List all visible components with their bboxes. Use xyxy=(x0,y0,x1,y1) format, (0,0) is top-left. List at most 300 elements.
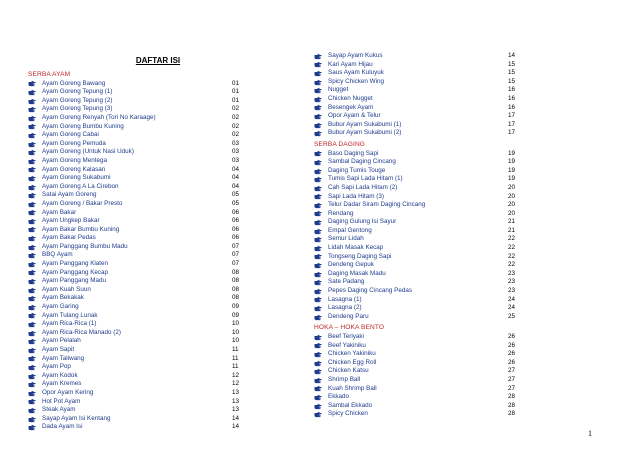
toc-entry-label: Ayam Goreng Bumbu Kuning xyxy=(42,122,124,130)
pointing-hand-icon xyxy=(28,338,36,345)
toc-entry-page: 08 xyxy=(232,294,240,302)
toc-entry-page: 19 xyxy=(508,149,516,157)
pointing-hand-icon xyxy=(314,159,322,166)
toc-entry-label: Chicken Egg Roll xyxy=(328,358,377,366)
toc-entry xyxy=(28,398,268,407)
toc-entry xyxy=(28,88,268,97)
toc-entry-label: Daging Gulung Isi Sayur xyxy=(328,218,397,226)
toc-entry-page: 16 xyxy=(508,94,516,102)
toc-entry-page: 25 xyxy=(508,312,516,320)
toc-entry-label: Rendang xyxy=(328,209,354,217)
pointing-hand-icon xyxy=(28,226,36,233)
pointing-hand-icon xyxy=(28,364,36,371)
toc-entry-label: Ayam Panggang Kecap xyxy=(42,268,109,276)
pointing-hand-icon xyxy=(314,368,322,375)
toc-entry xyxy=(314,175,524,184)
toc-entry xyxy=(28,380,268,389)
toc-entry-label: Satai Ayam Goreng xyxy=(42,191,97,199)
toc-entry xyxy=(28,260,268,269)
toc-entry-page: 01 xyxy=(232,79,240,87)
toc-entry xyxy=(314,78,524,87)
toc-entry xyxy=(28,140,268,149)
toc-entry-label: Ayam Goreng / Bakar Presto xyxy=(42,199,123,207)
toc-entry-label: Steak Ayam xyxy=(42,406,76,414)
toc-entry-label: Ekkado xyxy=(328,393,350,401)
toc-entry xyxy=(314,333,524,342)
pointing-hand-icon xyxy=(28,192,36,199)
pointing-hand-icon xyxy=(314,228,322,235)
toc-entry-label: Ayam Rica-Rica (1) xyxy=(42,320,97,328)
toc-entry-page: 19 xyxy=(508,158,516,166)
toc-entry xyxy=(314,350,524,359)
toc-entry xyxy=(314,359,524,368)
toc-entry-label: Ayam Pop xyxy=(42,363,71,371)
toc-entry-label: Saus Ayam Kuluyuk xyxy=(328,69,384,77)
pointing-hand-icon xyxy=(314,385,322,392)
toc-entry-label: Sayap Ayam Kukus xyxy=(328,52,383,59)
pointing-hand-icon xyxy=(314,314,322,321)
toc-entry-page: 23 xyxy=(508,287,516,295)
toc-entry-page: 10 xyxy=(232,328,240,336)
toc-entry xyxy=(28,389,268,398)
pointing-hand-icon xyxy=(314,96,322,103)
toc-entry-page: 15 xyxy=(508,77,516,85)
toc-entry xyxy=(314,287,524,296)
pointing-hand-icon xyxy=(314,394,322,401)
pointing-hand-icon xyxy=(28,123,36,130)
pointing-hand-icon xyxy=(28,149,36,156)
toc-entry-label: Dada Ayam Isi xyxy=(42,423,83,431)
toc-entry-label: Pepes Daging Cincang Pedas xyxy=(328,287,413,295)
toc-entry-page: 02 xyxy=(232,122,240,130)
toc-entry xyxy=(28,166,268,175)
toc-entry-page: 09 xyxy=(232,311,240,319)
toc-entry-page: 20 xyxy=(508,201,516,209)
toc-entry-label: Baso Daging Sapi xyxy=(328,149,379,157)
toc-entry xyxy=(28,269,268,278)
toc-entry-page: 26 xyxy=(508,341,516,349)
toc-entry xyxy=(314,112,524,121)
toc-entry xyxy=(314,227,524,236)
pointing-hand-icon xyxy=(314,377,322,384)
pointing-hand-icon xyxy=(314,210,322,217)
toc-entry-page: 05 xyxy=(232,191,240,199)
toc-entry xyxy=(28,277,268,286)
toc-entry xyxy=(314,385,524,394)
toc-entry-page: 13 xyxy=(232,406,240,414)
pointing-hand-icon xyxy=(28,312,36,319)
pointing-hand-icon xyxy=(314,70,322,77)
toc-entry-page: 10 xyxy=(232,320,240,328)
toc-entry xyxy=(28,114,268,123)
toc-entry xyxy=(314,342,524,351)
toc-entry-label: Ayam Panggang Klaten xyxy=(42,260,109,268)
toc-entry-page: 11 xyxy=(232,346,239,353)
pointing-hand-icon xyxy=(28,235,36,242)
toc-entry-page: 08 xyxy=(232,277,240,285)
pointing-hand-icon xyxy=(28,80,36,87)
toc-entry-label: Ayam Goreng Sukabumi xyxy=(42,174,111,182)
toc-entry xyxy=(28,131,268,140)
toc-entry-page: 07 xyxy=(232,251,240,259)
toc-entry xyxy=(314,104,524,113)
toc-entry xyxy=(28,355,268,364)
pointing-hand-icon xyxy=(314,176,322,183)
pointing-hand-icon xyxy=(28,106,36,113)
pointing-hand-icon xyxy=(314,168,322,175)
pointing-hand-icon xyxy=(314,130,322,137)
toc-entry-label: Ayam Goreng Bawang xyxy=(42,79,106,87)
toc-entry-label: Ayam Goreng Tepung (1) xyxy=(42,88,113,96)
toc-entry-label: Beef Yakiniku xyxy=(328,341,366,349)
toc-entry-page: 14 xyxy=(508,52,516,59)
toc-entry-label: Kuah Shrimp Ball xyxy=(328,384,377,392)
toc-entry-label: Opor Ayam Kering xyxy=(42,388,94,396)
toc-entry-page: 17 xyxy=(508,120,516,128)
pointing-hand-icon xyxy=(314,288,322,295)
pointing-hand-icon xyxy=(28,407,36,414)
toc-entry-label: Dendeng Gepuk xyxy=(328,261,374,269)
toc-entry xyxy=(314,167,524,176)
pointing-hand-icon xyxy=(28,252,36,259)
toc-entry xyxy=(314,253,524,262)
pointing-hand-icon xyxy=(314,79,322,86)
pointing-hand-icon xyxy=(28,158,36,165)
toc-entry-page: 23 xyxy=(508,278,516,286)
toc-entry-page: 16 xyxy=(508,103,516,111)
pointing-hand-icon xyxy=(28,304,36,311)
toc-entry-page: 05 xyxy=(232,199,240,207)
toc-entry xyxy=(314,313,524,322)
toc-entry-label: Chicken Katsu xyxy=(328,367,369,375)
toc-entry-page: 27 xyxy=(508,375,516,383)
toc-entry-page: 17 xyxy=(508,112,516,120)
pointing-hand-icon xyxy=(28,115,36,122)
toc-entry xyxy=(314,52,524,61)
toc-entry-label: Ayam Garing xyxy=(42,303,79,311)
toc-entry-label: Sayap Ayam Isi Kentang xyxy=(42,414,111,422)
toc-entry-label: Tumis Sapi Lada Hitam (1) xyxy=(328,175,403,183)
toc-entry-label: Ayam Goreng A La Cirebon xyxy=(42,182,119,190)
pointing-hand-icon xyxy=(314,53,322,60)
toc-entry-label: Ayam Rica-Rica Manado (2) xyxy=(42,328,121,336)
toc-entry-label: Chicken Yakiniku xyxy=(328,350,376,358)
toc-entry-page: 20 xyxy=(508,209,516,217)
toc-entry-page: 12 xyxy=(232,371,240,379)
toc-entry xyxy=(314,69,524,78)
toc-entry-page: 04 xyxy=(232,182,240,190)
pointing-hand-icon xyxy=(314,113,322,120)
toc-entry-page: 03 xyxy=(232,139,240,147)
toc-entry-page: 07 xyxy=(232,242,240,250)
pointing-hand-icon xyxy=(28,269,36,276)
toc-entry-page: 07 xyxy=(232,260,240,268)
toc-column-left xyxy=(28,71,268,432)
toc-entry-page: 02 xyxy=(232,131,240,139)
toc-entry-label: Tongseng Daging Sapi xyxy=(328,252,392,260)
pointing-hand-icon xyxy=(28,89,36,96)
pointing-hand-icon xyxy=(314,342,322,349)
toc-entry xyxy=(28,97,268,106)
toc-entry-label: Ayam Bekakak xyxy=(42,294,84,302)
toc-entry xyxy=(28,148,268,157)
toc-entry xyxy=(314,367,524,376)
toc-entry-label: Ayam Goreng (Untuk Nasi Uduk) xyxy=(42,148,134,156)
pointing-hand-icon xyxy=(314,334,322,341)
toc-entry-page: 26 xyxy=(508,333,516,340)
toc-entry xyxy=(28,80,268,89)
toc-entry-page: 23 xyxy=(508,269,516,277)
toc-entry-label: Shrimp Ball xyxy=(328,375,361,383)
toc-entry-page: 22 xyxy=(508,235,516,243)
pointing-hand-icon xyxy=(314,403,322,410)
toc-entry-label: Chicken Nugget xyxy=(328,94,373,102)
pointing-hand-icon xyxy=(314,411,322,418)
toc-entry-page: 01 xyxy=(232,96,240,104)
section-heading: SERBA AYAM xyxy=(28,71,71,78)
pointing-hand-icon xyxy=(314,185,322,192)
toc-entry xyxy=(28,183,268,192)
toc-entry xyxy=(28,209,268,218)
toc-entry-page: 27 xyxy=(508,367,516,375)
toc-entry xyxy=(28,294,268,303)
toc-entry-label: Ayam Bakar Pedas xyxy=(42,234,96,242)
toc-entry-page: 21 xyxy=(508,226,516,234)
page-number: 1 xyxy=(588,429,592,438)
toc-entry-label: Ayam Goreng Mentega xyxy=(42,156,107,164)
pointing-hand-icon xyxy=(314,236,322,243)
toc-entry-label: Ayam Kremes xyxy=(42,380,82,388)
toc-entry-label: Sapi Lada Hitam (3) xyxy=(328,192,384,200)
toc-entry-label: Ayam Panggang Bumbu Madu xyxy=(42,242,128,250)
toc-entry-label: Spicy Chicken Wing xyxy=(328,77,384,85)
toc-entry-page: 08 xyxy=(232,285,240,293)
toc-entry-label: Ayam Tulang Lunak xyxy=(42,311,98,319)
toc-entry-label: BBQ Ayam xyxy=(42,251,73,259)
toc-entry xyxy=(28,286,268,295)
toc-entry xyxy=(28,251,268,260)
toc-entry-page: 15 xyxy=(508,69,516,77)
toc-entry xyxy=(314,376,524,385)
toc-entry xyxy=(28,200,268,209)
pointing-hand-icon xyxy=(28,218,36,225)
toc-entry-page: 11 xyxy=(232,363,239,371)
toc-entry xyxy=(314,61,524,70)
pointing-hand-icon xyxy=(28,424,36,431)
toc-entry xyxy=(28,234,268,243)
toc-entry-page: 06 xyxy=(232,208,240,216)
toc-entry-label: Ayam Sapit xyxy=(42,346,75,353)
toc-entry-page: 22 xyxy=(508,244,516,252)
toc-entry-page: 04 xyxy=(232,174,240,182)
toc-entry xyxy=(314,129,524,138)
toc-entry xyxy=(314,95,524,104)
toc-entry xyxy=(314,270,524,279)
toc-entry xyxy=(314,393,524,402)
pointing-hand-icon xyxy=(28,98,36,105)
toc-entry-page: 15 xyxy=(508,60,516,68)
toc-entry xyxy=(314,261,524,270)
pointing-hand-icon xyxy=(314,360,322,367)
pointing-hand-icon xyxy=(28,201,36,208)
toc-column-right xyxy=(314,52,524,419)
toc-entry-page: 24 xyxy=(508,304,516,312)
toc-entry-page: 03 xyxy=(232,148,240,156)
toc-entry-label: Beef Teriyaki xyxy=(328,333,364,340)
toc-entry xyxy=(28,320,268,329)
pointing-hand-icon xyxy=(28,347,36,354)
toc-entry-page: 13 xyxy=(232,388,240,396)
toc-entry xyxy=(28,226,268,235)
toc-entry-page: 02 xyxy=(232,105,240,113)
toc-entry-page: 28 xyxy=(508,393,516,401)
toc-entry xyxy=(314,218,524,227)
toc-entry-label: Ayam Bakar xyxy=(42,208,77,216)
pointing-hand-icon xyxy=(28,416,36,423)
toc-entry xyxy=(28,105,268,114)
pointing-hand-icon xyxy=(314,279,322,286)
pointing-hand-icon xyxy=(314,219,322,226)
toc-entry-page: 26 xyxy=(508,350,516,358)
pointing-hand-icon xyxy=(314,271,322,278)
toc-entry-page: 22 xyxy=(508,252,516,260)
toc-entry xyxy=(314,150,524,159)
toc-entry xyxy=(28,372,268,381)
pointing-hand-icon xyxy=(28,287,36,294)
toc-entry-label: Ayam Pelalah xyxy=(42,337,81,345)
toc-entry-label: Dendeng Paru xyxy=(328,312,369,320)
pointing-hand-icon xyxy=(28,209,36,216)
toc-entry-label: Lidah Masak Kecap xyxy=(328,244,384,252)
toc-entry-page: 12 xyxy=(232,380,240,388)
pointing-hand-icon xyxy=(314,193,322,200)
toc-entry-label: Sambal Daging Cincang xyxy=(328,158,396,166)
toc-entry xyxy=(28,174,268,183)
toc-entry-page: 14 xyxy=(232,414,240,422)
toc-entry-label: Ayam Goreng Pemuda xyxy=(42,139,106,147)
toc-entry-page: 17 xyxy=(508,129,516,137)
pointing-hand-icon xyxy=(28,295,36,302)
toc-entry xyxy=(314,193,524,202)
toc-entry xyxy=(28,346,268,355)
toc-entry xyxy=(314,278,524,287)
toc-entry xyxy=(314,402,524,411)
toc-entry-page: 06 xyxy=(232,234,240,242)
toc-entry-page: 13 xyxy=(232,397,240,405)
pointing-hand-icon xyxy=(28,373,36,380)
toc-entry-label: Besengek Ayam xyxy=(328,103,374,111)
pointing-hand-icon xyxy=(314,87,322,94)
pointing-hand-icon xyxy=(28,355,36,362)
toc-entry xyxy=(28,191,268,200)
toc-entry-label: Ayam Goreng Cabai xyxy=(42,131,99,139)
pointing-hand-icon xyxy=(28,175,36,182)
pointing-hand-icon xyxy=(28,244,36,251)
toc-entry-page: 02 xyxy=(232,113,240,121)
toc-entry-page: 01 xyxy=(232,88,240,96)
toc-entry-label: Nugget xyxy=(328,86,349,94)
toc-entry-label: Ayam Panggang Madu xyxy=(42,277,106,285)
pointing-hand-icon xyxy=(314,150,322,157)
toc-entry xyxy=(314,158,524,167)
toc-entry xyxy=(314,86,524,95)
toc-entry xyxy=(28,243,268,252)
toc-entry xyxy=(28,303,268,312)
toc-entry-page: 06 xyxy=(232,217,240,225)
toc-entry xyxy=(28,217,268,226)
pointing-hand-icon xyxy=(28,184,36,191)
toc-entry-page: 06 xyxy=(232,225,240,233)
pointing-hand-icon xyxy=(28,381,36,388)
toc-entry-label: Ayam Bakar Bumbu Kuning xyxy=(42,225,120,233)
toc-entry-page: 09 xyxy=(232,303,240,311)
toc-entry-page: 28 xyxy=(508,410,516,418)
toc-entry-page: 22 xyxy=(508,261,516,269)
toc-entry-page: 26 xyxy=(508,358,516,366)
toc-entry-label: Bubur Ayam Sukabumi (2) xyxy=(328,129,402,137)
toc-entry-page: 04 xyxy=(232,165,240,173)
toc-entry-page: 08 xyxy=(232,268,240,276)
pointing-hand-icon xyxy=(314,61,322,68)
toc-entry-page: 27 xyxy=(508,384,516,392)
toc-entry-label: Cah Sapi Lada Hitam (2) xyxy=(328,183,398,191)
pointing-hand-icon xyxy=(314,104,322,111)
pointing-hand-icon xyxy=(28,390,36,397)
toc-entry xyxy=(28,157,268,166)
pointing-hand-icon xyxy=(314,122,322,129)
toc-entry-label: Spicy Chicken xyxy=(328,410,368,418)
toc-entry-page: 14 xyxy=(232,423,240,431)
toc-entry-label: Telur Dadar Siram Daging Cincang xyxy=(328,201,426,209)
pointing-hand-icon xyxy=(314,253,322,260)
toc-entry xyxy=(28,329,268,338)
toc-entry-label: Sambal Ekkado xyxy=(328,401,373,409)
section-heading: HOKA – HOKA BENTO xyxy=(314,324,385,332)
toc-entry-label: Ayam Taliwang xyxy=(42,354,85,362)
toc-entry-label: Ayam Goreng Tepung (2) xyxy=(42,96,113,104)
toc-entry-label: Empal Gentong xyxy=(328,226,372,234)
toc-entry-label: Lasagna (2) xyxy=(328,304,362,312)
pointing-hand-icon xyxy=(314,351,322,358)
toc-entry-label: Daging Tumis Touge xyxy=(328,166,386,174)
toc-entry xyxy=(28,337,268,346)
section-heading: SERBA DAGING xyxy=(314,140,366,148)
toc-entry xyxy=(314,296,524,305)
toc-entry-page: 24 xyxy=(508,295,516,303)
pointing-hand-icon xyxy=(28,398,36,405)
toc-entry-label: Opor Ayam & Telur xyxy=(328,112,381,120)
toc-entry-label: Bubur Ayam Sukabumi (1) xyxy=(328,120,402,128)
toc-entry-label: Ayam Kuah Suun xyxy=(42,285,91,293)
toc-entry-page: 28 xyxy=(508,401,516,409)
toc-entry-label: Lasagna (1) xyxy=(328,295,362,303)
toc-entry-page: 11 xyxy=(232,354,239,362)
toc-entry-label: Ayam Kodok xyxy=(42,371,78,379)
pointing-hand-icon xyxy=(314,305,322,312)
toc-entry xyxy=(314,121,524,130)
toc-entry xyxy=(28,312,268,321)
toc-entry xyxy=(314,244,524,253)
page-title: DAFTAR ISI xyxy=(135,56,181,65)
pointing-hand-icon xyxy=(28,330,36,337)
pointing-hand-icon xyxy=(314,245,322,252)
toc-entry-label: Daging Masak Madu xyxy=(328,269,386,277)
pointing-hand-icon xyxy=(314,202,322,209)
toc-entry-label: Ayam Goreng Tepung (3) xyxy=(42,105,113,113)
toc-entry-label: Ayam Goreng Kalasan xyxy=(42,165,106,173)
toc-entry-label: Semur Lidah xyxy=(328,235,364,243)
toc-entry xyxy=(314,235,524,244)
